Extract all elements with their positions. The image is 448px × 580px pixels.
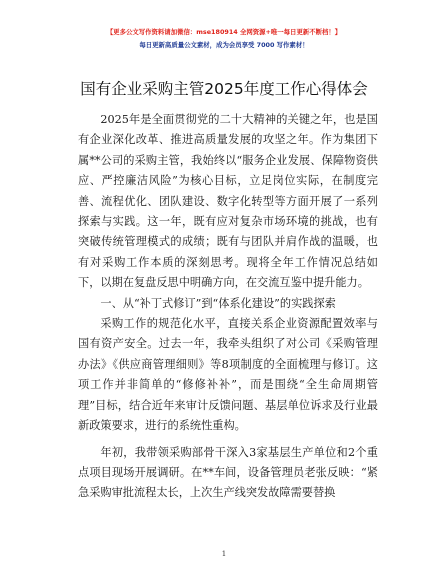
section-paragraph: 采购工作的规范化水平，直接关系企业资源配置效率与国有资产安全。过去一年，我牵头组织了对公司《采购管理办法》《供应商管理细则》等8项制度的全面梳理与修订。这项工作并非简单的“修修补补”，而是围绕“全生命周期管理”目标，结合近年来审计反馈问题、基层单位诉求及行业最新政策要求，进行的系统性重构。 [78, 317, 378, 433]
section-heading: 一、从“补丁式修订”到“体系化建设”的实践探索 [100, 296, 336, 310]
page-number: 1 [221, 550, 227, 558]
promo-banner-bottom: 每日更新高质量公文素材，成为会员享受 7000 写作素材！ [139, 41, 309, 49]
section-paragraph: 年初，我带领采购部骨干深入3家基层生产单位和2个重点项目现场开展调研。在**车间，设备管理员老张反映：“紧急采购审批流程太长，上次生产线突发故障需要替换 [78, 445, 378, 500]
intro-paragraph: 2025年是全面贯彻党的二十大精神的关键之年，也是国有企业深化改革、推进高质量发展的攻坚之年。作为集团下属**公司的采购主管，我始终以“服务企业发展、保障物资供应、严控廉洁风险”为核心目标，立足岗位实际，在制度完善、流程优化、团队建设、数字化转型等方面开展了一系列探索与实践。这一年，既有应对复杂市场环境的挑战，也有突破传统管理模式的成绩；既有与团队并肩作战的温暖，也有对采购工作本质的深刻思考。现将全年工作情况总结如下，以期在复盘反思中明确方向，在交流互鉴中提升能力。 [78, 113, 378, 290]
promo-banner-top: 【更多公文写作资料请加微信：mse180914 全网资源+唯一每日更新不断档！】 [106, 28, 342, 36]
document-body [78, 110, 378, 504]
document-title: 国有企业采购主管2025年度工作心得体会 [80, 80, 368, 98]
